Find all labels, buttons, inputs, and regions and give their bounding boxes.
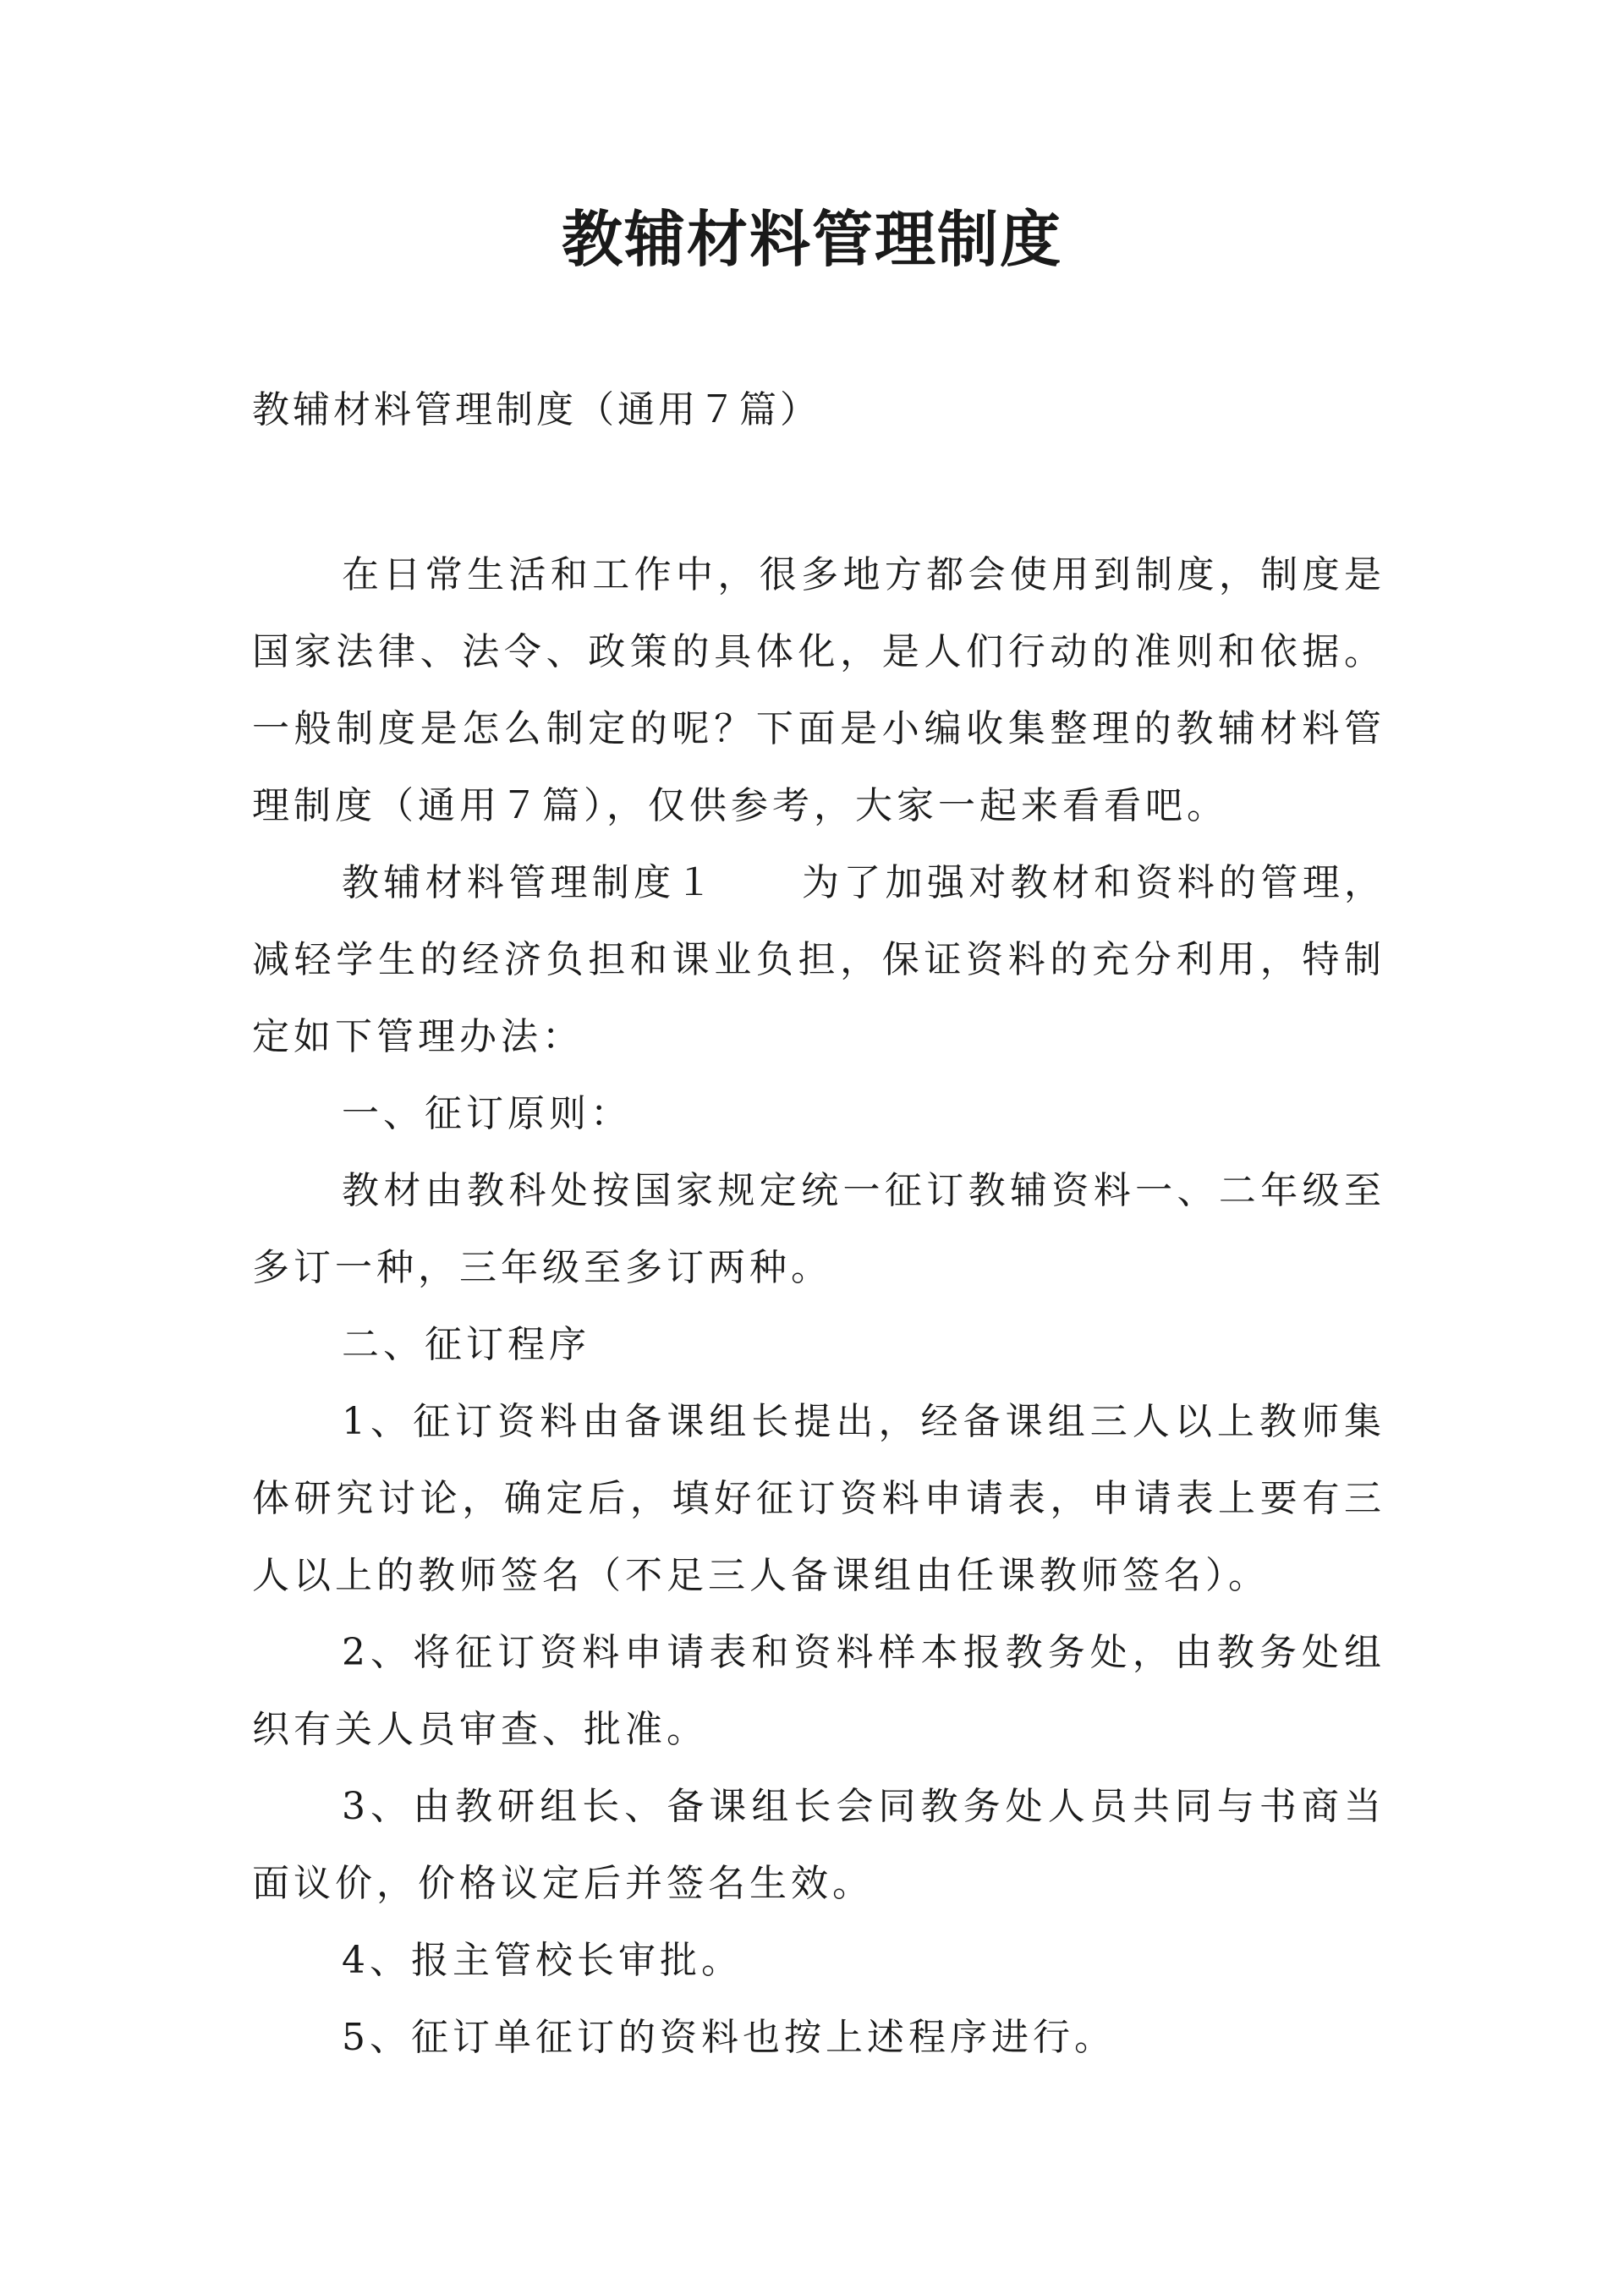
principle-heading: 一、征订原则： [342,1092,632,1135]
section-paragraph [252,844,1385,1075]
procedure-heading: 二、征订程序 [342,1323,590,1366]
section-heading: 教辅材料管理制度１ [342,861,717,904]
document-body [252,536,1385,2076]
procedure-step-4: 4、报主管校长审批。 [342,1939,743,1982]
procedure-step-5: 5、征订单征订的资料也按上述程序进行。 [342,2016,1116,2059]
section-intro: 为了加强对教材和资料的管理，减轻学生的经济负担和课业负担，保证资料的充分利用，特制定如下管理办法： [252,861,1386,1058]
procedure-step-3: 3、由教研组长、备课组长会同教务处人员共同与书商当面议价，价格议定后并签名生效。 [252,1785,1385,1905]
principle-paragraph: 教材由教科处按国家规定统一征订教辅资料一、二年级至多订一种，三年级至多订两种。 [252,1169,1385,1289]
document-title: 教辅材料管理制度 [561,204,1062,275]
intro-paragraph: 在日常生活和工作中，很多地方都会使用到制度，制度是国家法律、法令、政策的具体化，是人们行动的准则和依据。一般制度是怎么制定的呢？下面是小编收集整理的教辅材料管理制度（通用７篇），仅供参考，大家一起来看看吧。 [252,553,1385,827]
procedure-step-2: 2、将征订资料申请表和资料样本报教务处，由教务处组织有关人员审查、批准。 [252,1631,1385,1751]
document-subtitle: 教辅材料管理制度（通用７篇） [252,388,820,431]
procedure-step-1: 1、征订资料由备课组长提出，经备课组三人以上教师集体研究讨论，确定后，填好征订资料申请表，申请表上要有三人以上的教师签名（不足三人备课组由任课教师签名）。 [252,1400,1385,1597]
